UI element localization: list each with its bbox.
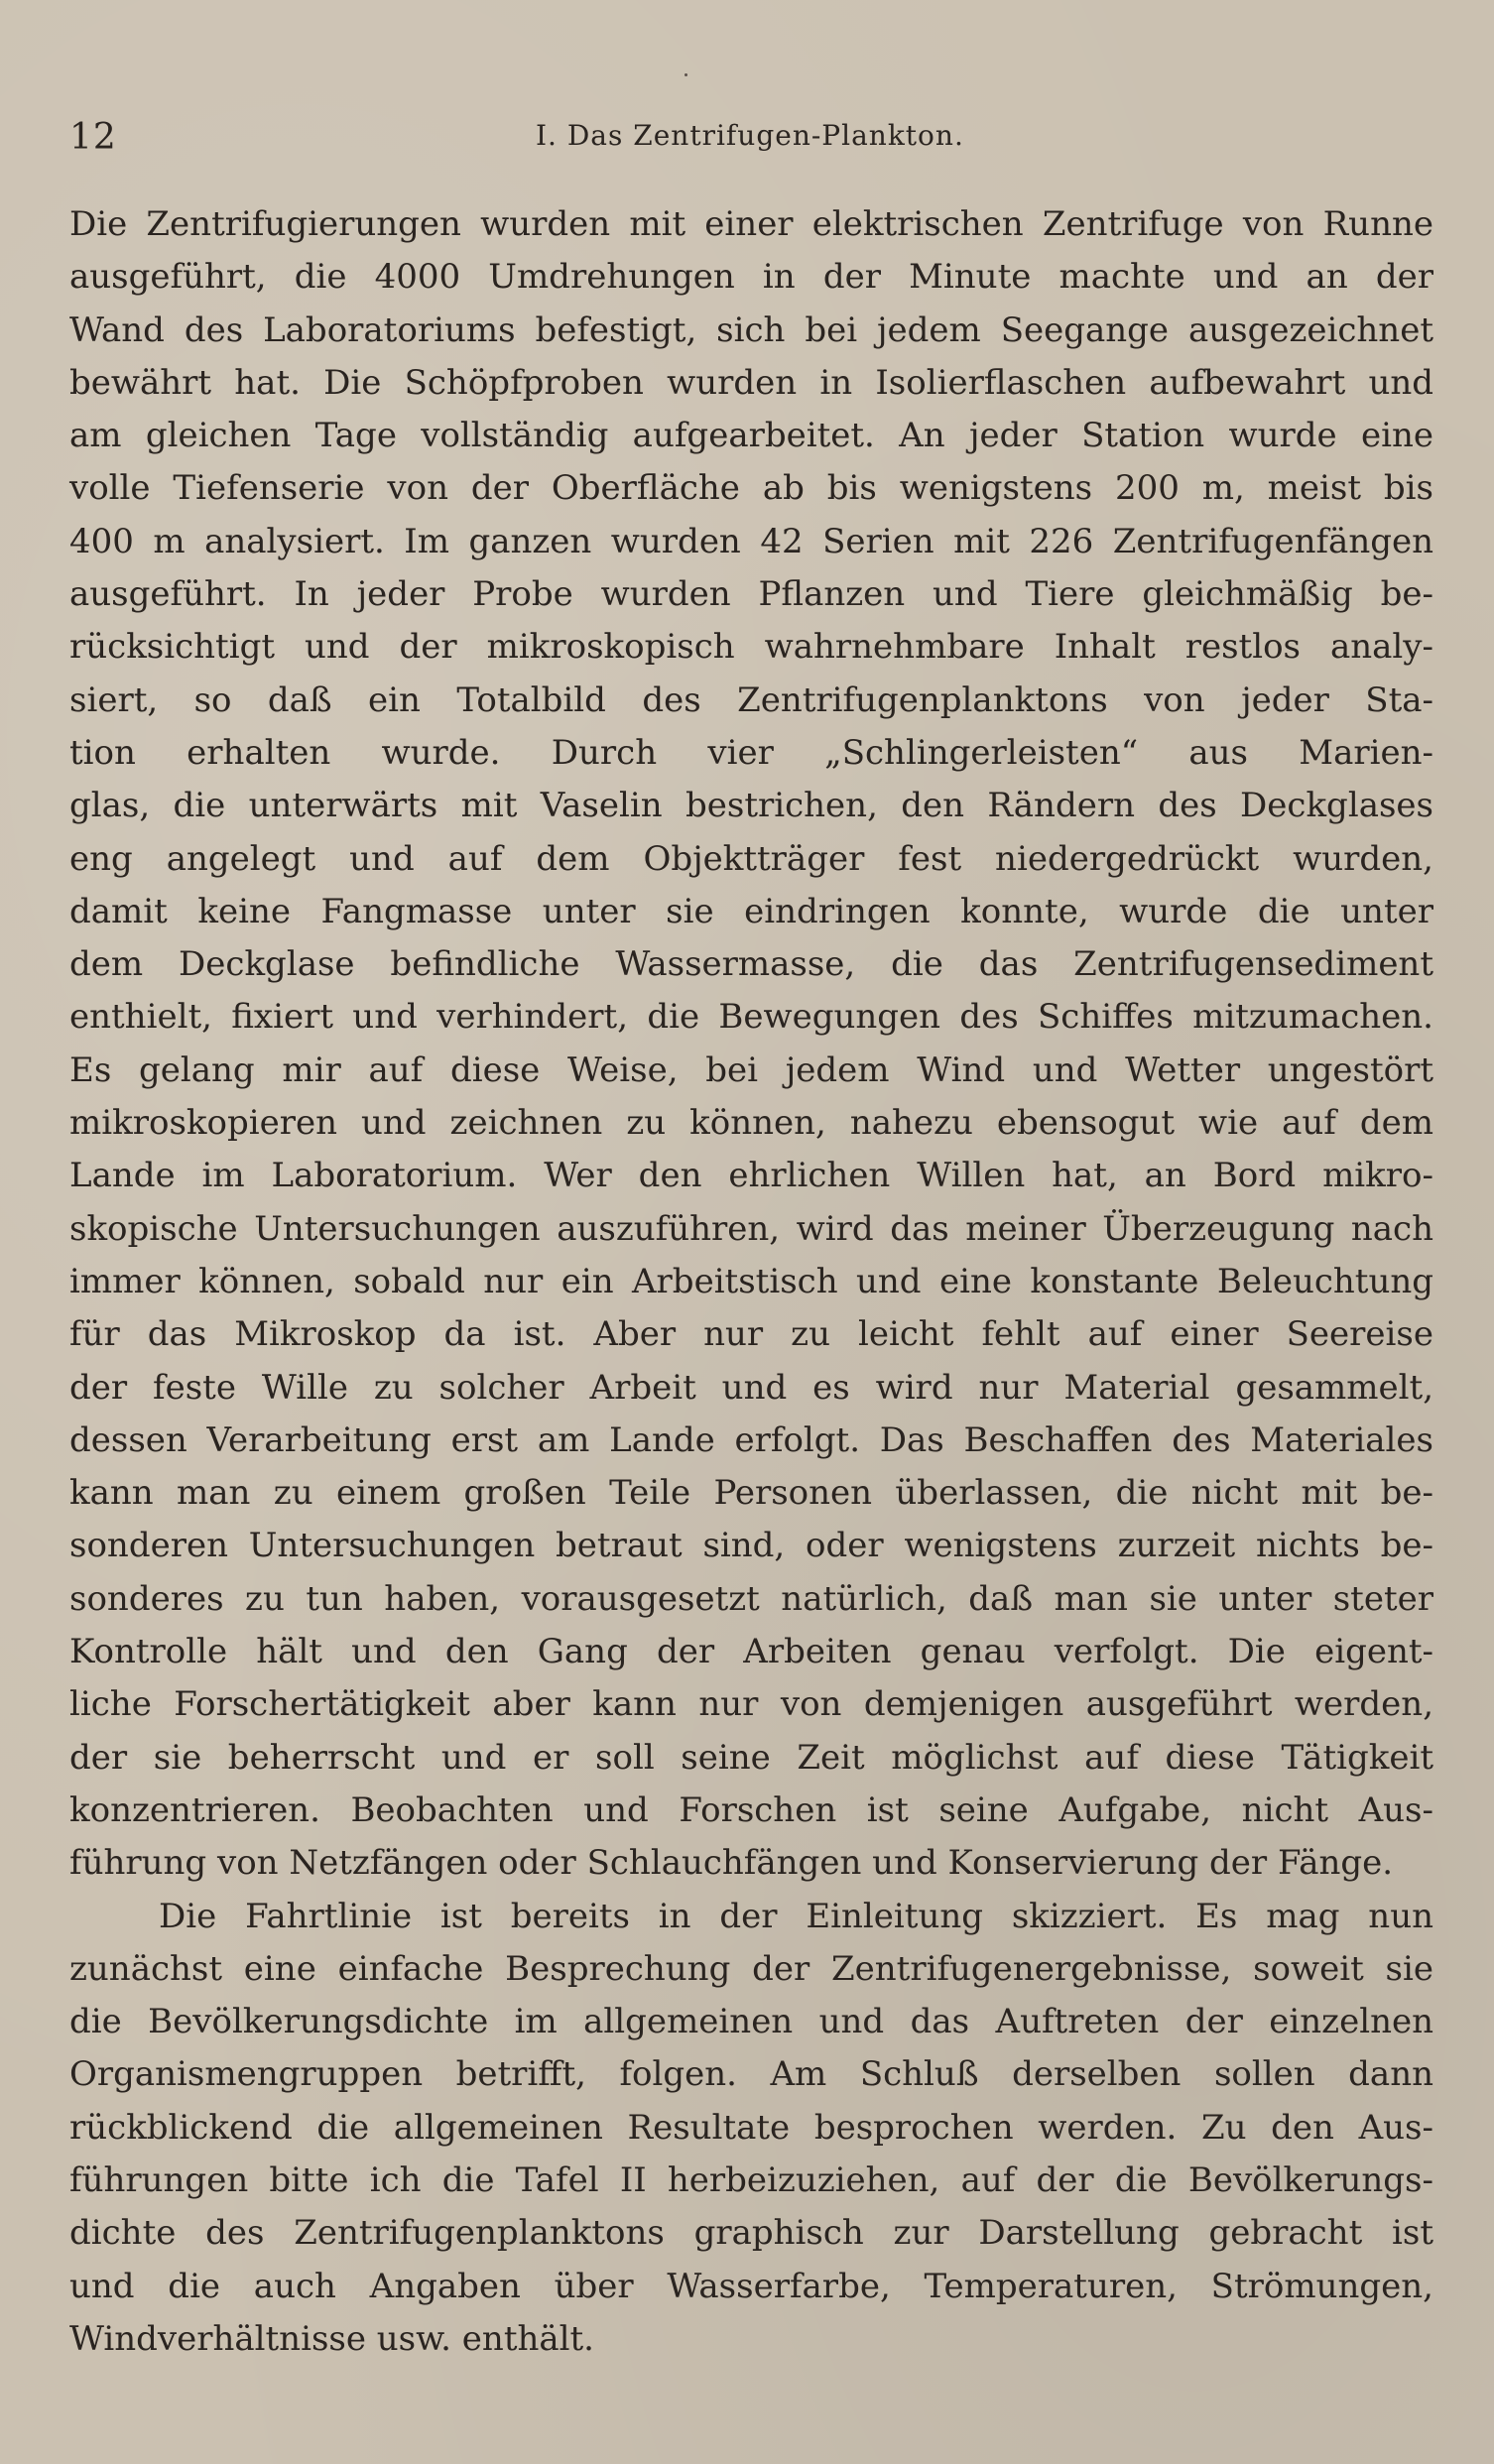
text-line: bewährt hat. Die Schöpfproben wurden in Isolierflaschen aufbewahrt und [69,362,1433,403]
text-line: 400 m analysiert. Im ganzen wurden 42 Serien mit 226 Zentrifugenfängen [69,521,1433,561]
text-line: dichte des Zentrifugenplanktons graphisch zur Darstellung gebracht ist [69,2213,1433,2254]
text-line: ausgeführt. In jeder Probe wurden Pflanzen und Tiere gleichmäßig be- [69,574,1433,615]
text-line: am gleichen Tage vollständig aufgearbeitet. An jeder Station wurde eine [69,416,1433,456]
text-line: Die Fahrtlinie ist bereits in der Einleitung skizziert. Es mag nun [159,1896,1433,1936]
text-line: rücksichtigt und der mikroskopisch wahrnehmbare Inhalt restlos analy- [69,627,1433,668]
text-line: eng angelegt und auf dem Objektträger fest niedergedrückt wurden, [69,838,1433,879]
text-line: damit keine Fangmasse unter sie eindringen konnte, wurde die unter [69,891,1433,931]
running-title: I. Das Zentrifugen-Plankton. [536,119,964,152]
text-line: führungen bitte ich die Tafel II herbeizuziehen, auf der die Bevölkerungs- [69,2159,1433,2200]
print-speck [685,73,687,76]
text-line: skopische Untersuchungen auszuführen, wird das meiner Überzeugung nach [69,1208,1433,1249]
text-line: rückblickend die allgemeinen Resultate besprochen werden. Zu den Aus- [69,2107,1433,2148]
paragraph [69,1891,1433,2367]
text-line: immer können, sobald nur ein Arbeitstisch und eine konstante Beleuchtung [69,1261,1433,1301]
text-line: Organismengruppen betrifft, folgen. Am Schluß derselben sollen dann [69,2054,1433,2095]
text-line: enthielt, fixiert und verhindert, die Bewegungen des Schiffes mitzumachen. [69,997,1433,1038]
text-line: Wand des Laboratoriums befestigt, sich bei jedem Seegange ausgezeichnet [69,309,1433,350]
text-line: für das Mikroskop da ist. Aber nur zu leicht fehlt auf einer Seereise [69,1314,1433,1355]
body-text [69,198,1433,2366]
page-number: 12 [69,117,117,158]
text-line: Windverhältnisse usw. enthält. [69,2318,594,2359]
text-line: und die auch Angaben über Wasserfarbe, Temperaturen, Strömungen, [69,2266,1433,2306]
text-line: führung von Netzfängen oder Schlauchfängen und Konservierung der Fänge. [69,1843,1394,1884]
text-line: zunächst eine einfache Besprechung der Zentrifugenergebnisse, soweit sie [69,1948,1433,1989]
text-line: dem Deckglase befindliche Wassermasse, die das Zentrifugensediment [69,944,1433,985]
text-line: sonderen Untersuchungen betraut sind, oder wenigstens zurzeit nichts be- [69,1526,1433,1566]
paragraph [69,198,1433,1891]
text-line: sonderes zu tun haben, vorausgesetzt natürlich, daß man sie unter steter [69,1578,1433,1619]
text-line: liche Forschertätigkeit aber kann nur von demjenigen ausgeführt werden, [69,1684,1433,1725]
text-line: Die Zentrifugierungen wurden mit einer elektrischen Zentrifuge von Runne [69,204,1433,244]
text-line: siert, so daß ein Totalbild des Zentrifugenplanktons von jeder Sta- [69,679,1433,720]
text-line: dessen Verarbeitung erst am Lande erfolgt. Das Beschaffen des Materiales [69,1419,1433,1460]
text-line: der feste Wille zu solcher Arbeit und es wird nur Material gesammelt, [69,1367,1433,1408]
text-line: ausgeführt, die 4000 Umdrehungen in der Minute machte und an der [69,257,1433,298]
text-line: Lande im Laboratorium. Wer den ehrlichen Willen hat, an Bord mikro- [69,1156,1433,1196]
text-line: volle Tiefenserie von der Oberfläche ab bis wenigstens 200 m, meist bis [69,468,1433,509]
text-line: tion erhalten wurde. Durch vier „Schlingerleisten“ aus Marien- [69,732,1433,773]
text-line: die Bevölkerungsdichte im allgemeinen und das Auftreten der einzelnen [69,2002,1433,2042]
text-line: kann man zu einem großen Teile Personen überlassen, die nicht mit be- [69,1473,1433,1514]
text-line: der sie beherrscht und er soll seine Zeit möglichst auf diese Tätigkeit [69,1737,1433,1778]
text-line: Kontrolle hält und den Gang der Arbeiten genau verfolgt. Die eigent- [69,1632,1433,1672]
text-line: Es gelang mir auf diese Weise, bei jedem Wind und Wetter ungestört [69,1049,1433,1090]
text-line: konzentrieren. Beobachten und Forschen ist seine Aufgabe, nicht Aus- [69,1789,1433,1830]
text-line: glas, die unterwärts mit Vaselin bestrichen, den Rändern des Deckglases [69,786,1433,826]
text-line: mikroskopieren und zeichnen zu können, nahezu ebensogut wie auf dem [69,1103,1433,1144]
